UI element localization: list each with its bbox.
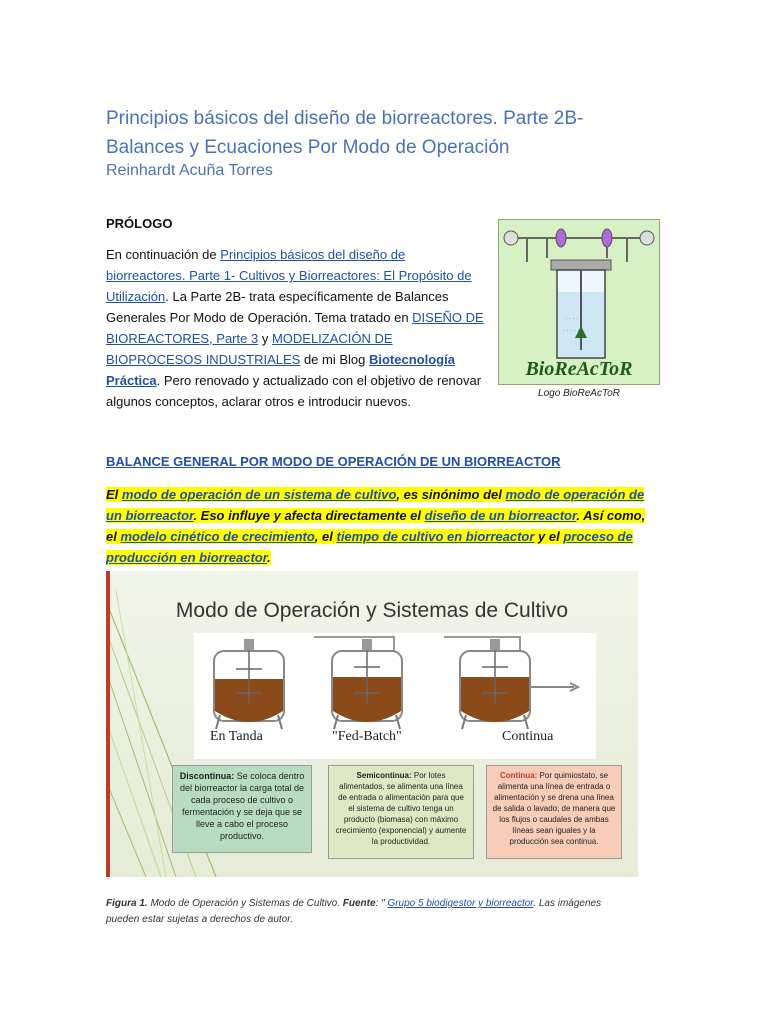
link-modelo-cinetico[interactable]: modelo cinético de crecimiento (120, 529, 315, 544)
svg-text:· · · ·: · · · · (565, 316, 578, 322)
logo-wordmark: BioReAcToR (525, 358, 633, 380)
link-proceso-produccion[interactable]: proceso de producción en biorreactor (106, 529, 633, 565)
box-continua: Continua: Por quimiostato, se alimenta una línea de entrada o alimentación y se drena una línea de salida o lavado; de manera que los flujos o caudales de ambas líneas sean iguales y la producción sea continua. (486, 765, 622, 859)
link-fuente[interactable]: Grupo 5 biodigestor y biorreactor (387, 898, 534, 909)
link-modo-biorreactor[interactable]: modo de operación de un biorreactor (106, 487, 645, 523)
svg-text:· · · · ·: · · · · · (563, 328, 580, 334)
author-name: Reinhardt Acuña Torres (106, 162, 273, 179)
section-heading[interactable] (106, 454, 561, 469)
prologo-heading: PRÓLOGO (106, 216, 173, 231)
link-parte-1[interactable]: Principios básicos del diseño de biorreactores. Parte 1- Cultivos y Biorreactores: El Propósito de Utilización (106, 247, 472, 304)
figure-caption: Figura 1. Modo de Operación y Sistemas de Cultivo. Fuente: " Grupo 5 biodigestor y biorreactor. Las imágenes pueden estar sujetas a derechos de autor. (106, 898, 602, 925)
link-diseno-bioreactores[interactable]: DISEÑO DE BIOREACTORES, Parte 3 (106, 310, 484, 346)
box-semicontinua: Semicontinua: Por lotes alimentados, se alimenta una línea de entrada o alimentación para que el sistema de cultivo tenga un producto (biomasa) con máximo crecimiento (exponencial) y aumente la productividad. (328, 765, 474, 859)
section-heading-link[interactable]: BALANCE GENERAL POR MODO DE OPERACIÓN DE UN BIORREACTOR (106, 454, 561, 469)
label-en-tanda: En Tanda (210, 729, 263, 744)
figure-operation-modes (106, 571, 638, 877)
label-continua: Continua (502, 729, 554, 744)
box-discontinua: Discontinua: Se coloca dentro del biorreactor la carga total de cada proceso de cultivo o fermentación y se deja que se lleve a cabo el proceso productivo. (172, 765, 312, 853)
logo-caption: Logo BioReAcToR (538, 388, 620, 399)
highlighted-paragraph: El modo de operación de un sistema de cultivo, es sinónimo del modo de operación de un biorreactor. Eso influye y afecta directamente el diseño de un biorreactor. Así como, el modelo cinético de crecimiento, el tiempo de cultivo en biorreactor y el proceso de producción en biorreactor. (106, 487, 646, 565)
link-tiempo-cultivo[interactable]: tiempo de cultivo en biorreactor (336, 529, 535, 544)
label-fed-batch: "Fed-Batch" (332, 729, 402, 744)
link-modo-cultivo[interactable]: modo de operación de un sistema de cultivo (121, 487, 397, 502)
link-blog[interactable]: Biotecnología Práctica (106, 352, 455, 388)
link-modelizacion[interactable]: MODELIZACIÓN DE BIOPROCESOS INDUSTRIALES (106, 331, 393, 367)
link-diseno-biorreactor[interactable]: diseño de un biorreactor (424, 508, 577, 523)
bioreactor-logo (498, 219, 660, 385)
prologo-paragraph: En continuación de Principios básicos del diseño de biorreactores. Parte 1- Cultivos y Biorreactores: El Propósito de Utilización. La Parte 2B- trata específicamente de Balances Generales Por Modo de Operación. Tema tratado en DISEÑO DE BIOREACTORES, Parte 3 y MODELIZACIÓN DE BIOPROCESOS INDUSTRIALES de mi Blog Biotecnología Práctica. Pero renovado y actualizado con el objetivo de renovar algunos conceptos, aclarar otros e introducir nuevos. (106, 247, 484, 409)
figure-title: Modo de Operación y Sistemas de Cultivo (175, 599, 569, 622)
document-title: Principios básicos del diseño de biorreactores. Parte 2B- Balances y Ecuaciones Por Modo de Operación (106, 108, 584, 158)
